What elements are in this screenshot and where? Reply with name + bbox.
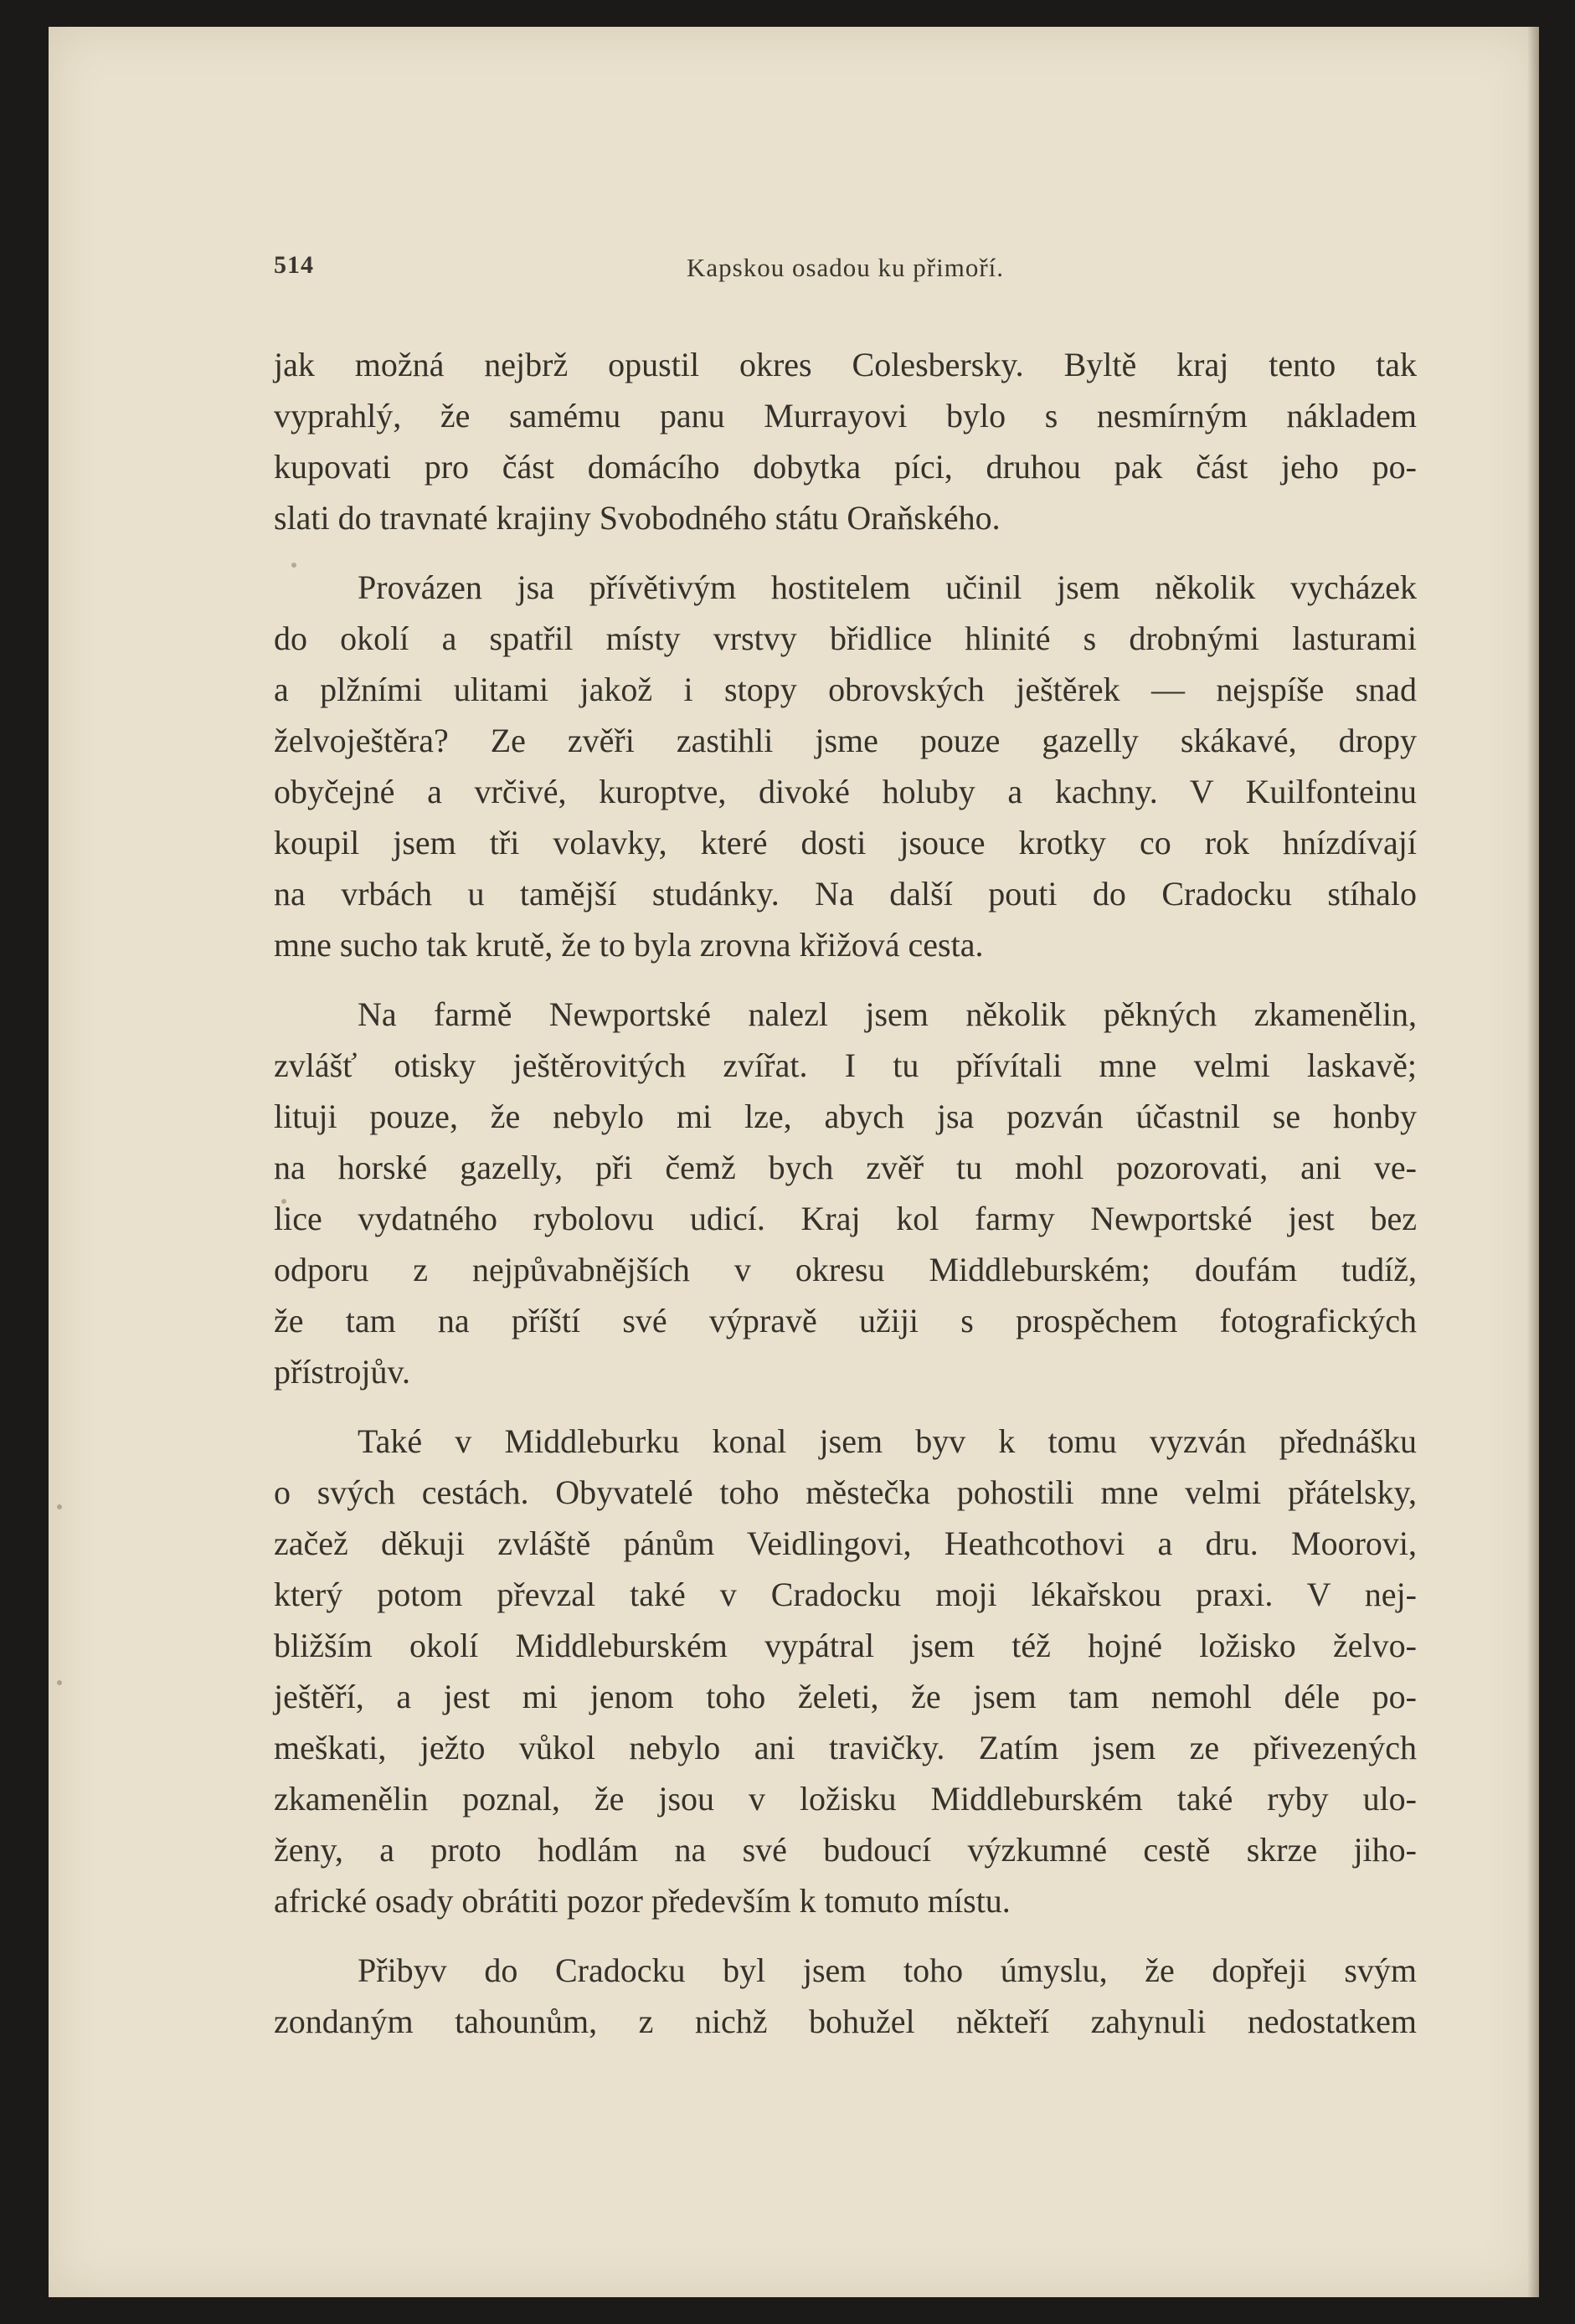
- text-line: obyčejné a vrčivé, kuroptve, divoké holuby a kachny. V Kuilfonteinu: [274, 773, 1417, 810]
- text-line: odporu z nejpůvabnějších v okresu Middleburském; doufám tudíž,: [274, 1251, 1417, 1288]
- paragraph: [274, 1945, 1417, 2047]
- paper-speck: [57, 1680, 62, 1685]
- text-line: kupovati pro část domácího dobytka píci, druhou pak část jeho po-: [274, 448, 1417, 486]
- paragraph: [274, 339, 1417, 543]
- paper-speck: [57, 1504, 62, 1509]
- text-line: jak možná nejbrž opustil okres Colesbersky. Byltě kraj tento tak: [274, 346, 1417, 383]
- text-line: a plžními ulitami jakož i stopy obrovských ještěrek — nejspíše snad: [274, 671, 1417, 708]
- text-line: lituji pouze, že nebylo mi lze, abych jsa pozván účastnil se honby: [274, 1098, 1417, 1135]
- text-line: který potom převzal také v Cradocku moji lékařskou praxi. V nej-: [274, 1576, 1417, 1613]
- text-line: vyprahlý, že samému panu Murrayovi bylo s nesmírným nákladem: [274, 397, 1417, 434]
- paragraph: [274, 562, 1417, 970]
- text-line: Provázen jsa přívětivým hostitelem učinil jsem několik vycházek: [358, 568, 1417, 606]
- text-line: želvoještěra? Ze zvěři zastihli jsme pouze gazelly skákavé, dropy: [274, 722, 1417, 759]
- text-line: zondaným tahounům, z nichž bohužel někteří zahynuli nedostatkem: [274, 2003, 1417, 2040]
- text-line: že tam na příští své výpravě užiji s prospěchem fotografických: [274, 1302, 1417, 1339]
- text-line: zkamenělin poznal, že jsou v ložisku Middleburském také ryby ulo-: [274, 1780, 1417, 1818]
- text-line: ještěří, a jest mi jenom toho želeti, že jsem tam nemohl déle po-: [274, 1678, 1417, 1715]
- text-line: bližším okolí Middleburském vypátral jsem též hojné ložisko želvo-: [274, 1627, 1417, 1664]
- text-line: Přibyv do Cradocku byl jsem toho úmyslu, že dopřeji svým: [358, 1951, 1417, 1989]
- text-line: ženy, a proto hodlám na své budoucí výzkumné cestě skrze jiho-: [274, 1831, 1417, 1869]
- text-line: lice vydatného rybolovu udicí. Kraj kol farmy Newportské jest bez: [274, 1200, 1417, 1237]
- text-line: přístrojův.: [274, 1353, 410, 1391]
- text-line: zvlášť otisky ještěrovitých zvířat. I tu přívítali mne velmi laskavě;: [274, 1046, 1417, 1084]
- paragraph: [274, 989, 1417, 1397]
- text-line: na vrbách u tamější studánky. Na další pouti do Cradocku stíhalo: [274, 875, 1417, 913]
- body-text: [274, 339, 1417, 2047]
- paragraph: [274, 1416, 1417, 1926]
- text-line: na horské gazelly, při čemž bych zvěř tu mohl pozorovati, ani ve-: [274, 1149, 1417, 1186]
- text-line: koupil jsem tři volavky, které dosti jsouce krotky co rok hnízdívají: [274, 824, 1417, 861]
- text-line: začež děkuji zvláště pánům Veidlingovi, Heathcothovi a dru. Moorovi,: [274, 1524, 1417, 1562]
- text-line: do okolí a spatřil místy vrstvy břidlice hlinité s drobnými lasturami: [274, 620, 1417, 657]
- page-header: [274, 251, 1417, 293]
- text-line: slati do travnaté krajiny Svobodného státu Oraňského.: [274, 499, 1001, 537]
- text-line: Na farmě Newportské nalezl jsem několik pěkných zkamenělin,: [358, 995, 1417, 1033]
- text-line: Také v Middleburku konal jsem byv k tomu vyzván přednášku: [358, 1422, 1417, 1460]
- text-line: africké osady obrátiti pozor především k tomuto místu.: [274, 1882, 1011, 1920]
- text-line: mne sucho tak krutě, že to byla zrovna křižová cesta.: [274, 926, 984, 964]
- running-head: Kapskou osadou ku přimoří.: [686, 253, 1005, 282]
- page-number: 514: [274, 251, 314, 279]
- text-line: meškati, ježto vůkol nebylo ani travičky. Zatím jsem ze přivezených: [274, 1729, 1417, 1766]
- text-line: o svých cestách. Obyvatelé toho městečka pohostili mne velmi přátelsky,: [274, 1473, 1417, 1511]
